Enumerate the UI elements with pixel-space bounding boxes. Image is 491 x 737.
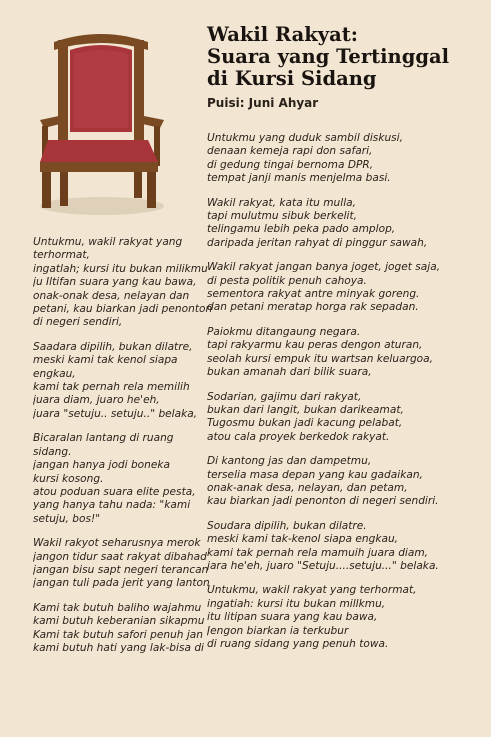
poem-line: kau biarkan jadi penonton di negeri sendiri.	[207, 495, 439, 508]
poem-line: jangan hanya jodi boneka	[33, 459, 171, 472]
poem-line: Jengon biarkan ia terkubur	[207, 624, 349, 637]
poem-line: telingamu lebih peka pado amplop,	[207, 223, 396, 236]
poem-line: seolah kursi empuk itu wartsan keluargoa,	[207, 352, 434, 365]
poem-line: ingatlah; kursi itu bukan milikmu	[33, 262, 208, 275]
stanza	[207, 520, 489, 574]
poem-line: kami tak pernah rela memilih	[33, 381, 190, 394]
poem-line: bukan dari langit, bukan darikeamat,	[207, 403, 404, 416]
poem-line: Sodarian, gajimu dari rakyat,	[207, 390, 362, 403]
poem-line: jangon tidur saat rakyat dibahad	[33, 550, 207, 563]
poem-line: meski kami tak-kenol siapa engkau,	[207, 533, 399, 546]
poem-line: atou poduan suara elite pesta,	[33, 485, 196, 498]
poem-line: tapi rakyarmu kau peras dengon aturan,	[207, 339, 423, 352]
poem-line: jara he'eh, juaro "Setuju....setuju..." belaka.	[207, 559, 439, 572]
poem-line: onak-onak desa, nelayan dan	[33, 289, 190, 302]
poem-line: Wakil rakyot seharusnya merok	[33, 537, 201, 550]
title-block	[207, 24, 487, 110]
title-line-1: Wakil Rakyat:	[207, 23, 358, 46]
poem-line: terhormat,	[33, 249, 90, 262]
poem-line: Kami tak butuh safori penuh jan	[33, 628, 204, 641]
poem-line: tapi mulutmu sibuk berkelit,	[207, 210, 357, 223]
stanza	[207, 326, 489, 380]
poem-line: kami butuh keberanian sikapmu	[33, 615, 205, 628]
poem-line: di gedung tingai bernoma DPR,	[207, 158, 374, 171]
stanza	[33, 602, 215, 656]
poem-line: Wakil rakyat, kata itu mulla,	[207, 196, 357, 209]
stanza	[207, 132, 489, 186]
stanza	[207, 261, 489, 315]
poem-line: Saadara dipilih, bukan dilatre,	[33, 340, 193, 353]
stanza	[207, 391, 489, 445]
title-line-3: di Kursi Sidang	[207, 67, 377, 90]
poem-column-left	[33, 236, 215, 666]
poem-line: atou cala proyek berkedok rakyat.	[207, 430, 390, 443]
poem-line: di negeri sendiri,	[33, 316, 123, 329]
poem-line: engkau,	[33, 367, 76, 380]
poem-line: denaan kemeja rapi don safari,	[207, 145, 373, 158]
poem-line: jangan bisu sapt negeri terancan	[33, 563, 209, 576]
stanza	[207, 197, 489, 251]
poem-line: kursi kosong.	[33, 472, 104, 485]
poem-line: terselia masa depan yang kau gadaikan,	[207, 468, 423, 481]
poem-line: ingatiah: kursi itu bukan millkmu,	[207, 597, 386, 610]
stanza	[33, 432, 215, 526]
poem-line: kami butuh hati yang lak-bisa di	[33, 641, 204, 654]
poem-line: sidang.	[33, 445, 72, 458]
poem-line: di ruang sidang yang penuh towa.	[207, 638, 389, 650]
poem-line: itu litipan suara yang kau bawa,	[207, 611, 378, 624]
poem-line: di pesta politik penuh cahoya.	[207, 274, 367, 287]
poem-line: Paiokmu ditangaung negara.	[207, 325, 361, 338]
stanza	[33, 537, 215, 591]
stanza	[207, 455, 489, 509]
poem-line: Untukmu, wakil rakyat yang	[33, 236, 183, 248]
stanza	[33, 236, 215, 330]
poem-line: onak-anak desa, nelayan, dan petam,	[207, 481, 408, 494]
poem-line: petani, kau biarkan jadi penonton	[33, 303, 213, 316]
poem-line: Di kantong jas dan dampetmu,	[207, 455, 372, 468]
poem-line: Untukmu, wakil rakyat yang terhormat,	[207, 584, 417, 597]
poem-line: Kami tak butuh baliho wajahmu	[33, 601, 202, 614]
poem-line: bukan amanah dari bilik suara,	[207, 366, 372, 379]
poem-line: setuju, bos!"	[33, 512, 101, 525]
poem-line: yang hanya tahu nada: "kami	[33, 499, 191, 512]
poem-line: daripada jeritan rahyat di pinggur sawah,	[207, 236, 428, 249]
poem-line: Wakil rakyat jangan banya joget, joget saja,	[207, 261, 441, 274]
stanza	[207, 584, 489, 651]
poem-line: meski kami tak kenol siapa	[33, 354, 178, 367]
poem-line: tempat janji manis menjelma basi.	[207, 172, 391, 185]
poem-line: Soudara dipilih, bukan dilatre.	[207, 519, 367, 532]
poem-line: juara diam, juaro he'eh,	[33, 394, 160, 407]
author-byline: Puisi: Juni Ahyar	[207, 96, 319, 110]
poem-line: dan petani meratap horga rak sepadan.	[207, 301, 419, 314]
poem-line: kami tak pernah rela mamuih juara diam,	[207, 546, 429, 559]
title-line-2: Suara yang Tertinggal	[207, 45, 450, 68]
poem-line: Bicaralan lantang di ruang	[33, 432, 174, 445]
poem-column-right	[207, 132, 489, 662]
poem-line: Untukmu yang duduk sambil diskusi,	[207, 132, 403, 144]
stanza	[33, 341, 215, 421]
poem-line: Tugosmu bukan jadi kacung pelabat,	[207, 417, 403, 430]
poem-line: juara "setuju.. setuju.." belaka,	[33, 407, 198, 420]
armchair-icon	[30, 28, 170, 218]
poem-line: sementora rakyat antre minyak goreng.	[207, 288, 420, 301]
poem-line: ju Iltifan suara yang kau bawa,	[33, 276, 197, 289]
poem-line: jangan tuli pada jerit yang lanton	[33, 577, 210, 590]
